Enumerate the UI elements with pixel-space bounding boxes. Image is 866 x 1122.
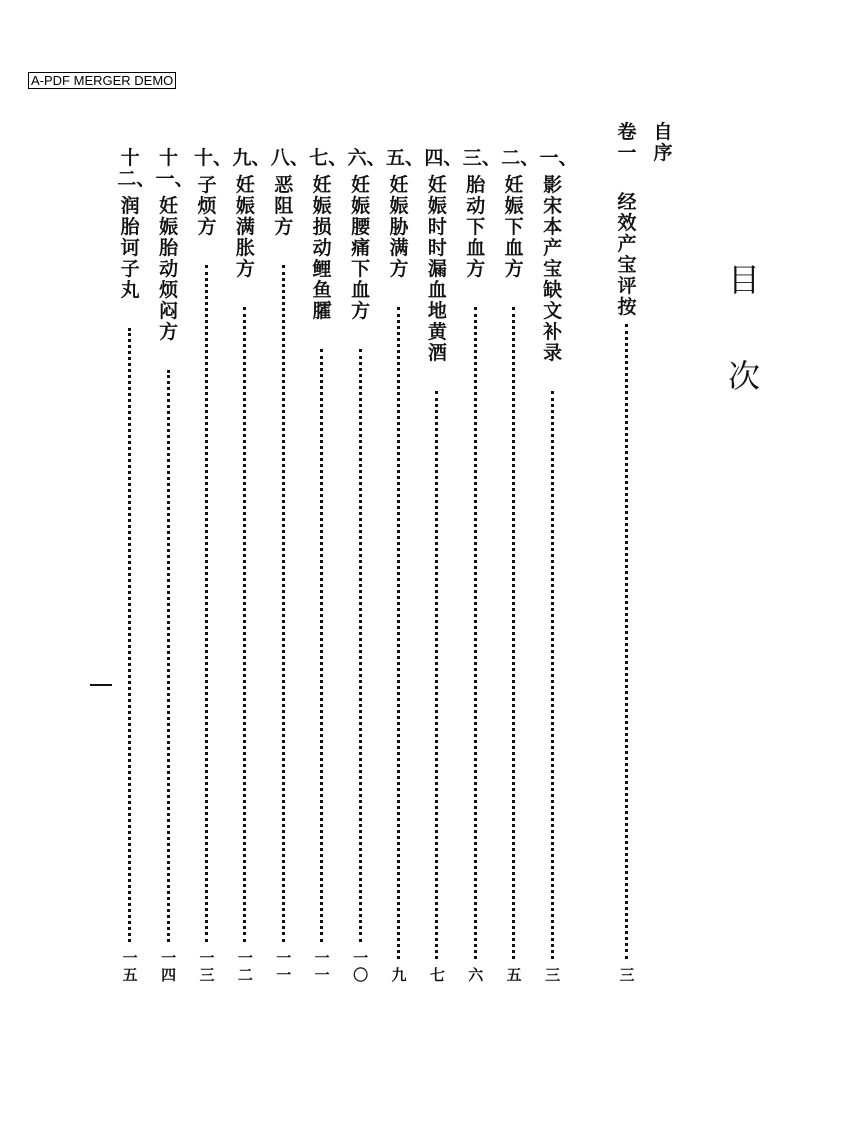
entry-title: 影宋本产宝缺文补录 <box>543 174 563 364</box>
leader-dots <box>167 370 170 942</box>
title-char-ci: 次 <box>727 357 760 395</box>
entry-title: 润胎诃子丸 <box>120 195 140 301</box>
preface-heading <box>650 122 676 164</box>
entry-index: 八、 <box>270 147 309 169</box>
entry-index: 三、 <box>462 147 501 169</box>
toc-entry <box>614 186 640 984</box>
entry-title: 妊娠满胀方 <box>235 174 255 280</box>
entry-title: 恶阻方 <box>274 174 294 238</box>
entry-page-number: 三 <box>619 966 635 984</box>
entry-title: 子烦方 <box>197 174 217 238</box>
entry-title: 妊娠时时漏血地黄酒 <box>427 174 447 364</box>
entry-index: 十、 <box>194 147 233 169</box>
entry-page-number: 一一 <box>314 949 330 984</box>
leader-dots <box>128 328 131 942</box>
entry-title: 妊娠胎动烦闷方 <box>159 195 179 343</box>
entry-index: 十二、 <box>117 147 156 190</box>
page-title <box>724 258 764 398</box>
toc-entry <box>424 147 463 984</box>
entry-page-number: 五 <box>506 966 522 984</box>
entry-page-number: 九 <box>391 966 407 984</box>
toc-entry <box>386 147 425 984</box>
toc-entry <box>462 147 501 984</box>
toc-entry <box>309 147 348 984</box>
entry-title: 妊娠腰痛下血方 <box>351 174 371 322</box>
toc-entry <box>232 147 271 984</box>
leader-dots <box>243 307 246 942</box>
leader-dots <box>320 349 323 942</box>
toc-entry <box>194 147 233 984</box>
entry-index: 二、 <box>501 147 540 169</box>
leader-dots <box>359 349 362 942</box>
entry-title: 妊娠损动鲤鱼臛 <box>312 174 332 322</box>
entry-page-number: 三 <box>545 966 561 984</box>
entry-page-number: 一五 <box>122 949 138 984</box>
entry-page-number: 一一 <box>276 949 292 984</box>
title-char-mu: 目 <box>727 261 760 299</box>
entry-title: 经效产宝评按 <box>617 191 637 318</box>
toc-entry <box>270 147 309 984</box>
leader-dots <box>397 307 400 959</box>
entry-index: 九、 <box>232 147 271 169</box>
entry-index: 七、 <box>309 147 348 169</box>
preface-label: 自 序 <box>653 121 673 164</box>
entry-page-number: 一四 <box>161 949 177 984</box>
leader-dots <box>474 307 477 959</box>
entry-page-number: 七 <box>429 966 445 984</box>
watermark: A-PDF MERGER DEMO <box>28 72 176 89</box>
leader-dots <box>205 265 208 942</box>
entry-title: 妊娠胁满方 <box>389 174 409 280</box>
leader-dots <box>625 324 628 959</box>
entry-title: 妊娠下血方 <box>504 174 524 280</box>
entry-index: 六、 <box>347 147 386 169</box>
entry-page-number: 一二 <box>237 949 253 984</box>
leader-dots <box>551 391 554 959</box>
entry-index: 五、 <box>386 147 425 169</box>
leader-dots <box>512 307 515 959</box>
page-number-mark <box>90 684 112 686</box>
toc-entry <box>539 147 578 984</box>
toc-entry <box>347 147 386 984</box>
volume-label: 卷 一 <box>617 121 637 164</box>
entry-index: 四、 <box>424 147 463 169</box>
toc-entry <box>155 147 194 984</box>
volume-heading <box>614 122 640 164</box>
entry-page-number: 六 <box>468 966 484 984</box>
entry-index: 十一、 <box>155 147 194 190</box>
toc-entry <box>117 147 156 984</box>
entry-page-number: 一〇 <box>353 949 369 984</box>
leader-dots <box>282 265 285 942</box>
entry-title: 胎动下血方 <box>466 174 486 280</box>
entry-page-number: 一三 <box>199 949 215 984</box>
leader-dots <box>435 391 438 959</box>
entry-index: 一、 <box>539 147 578 169</box>
toc-entry <box>501 147 540 984</box>
